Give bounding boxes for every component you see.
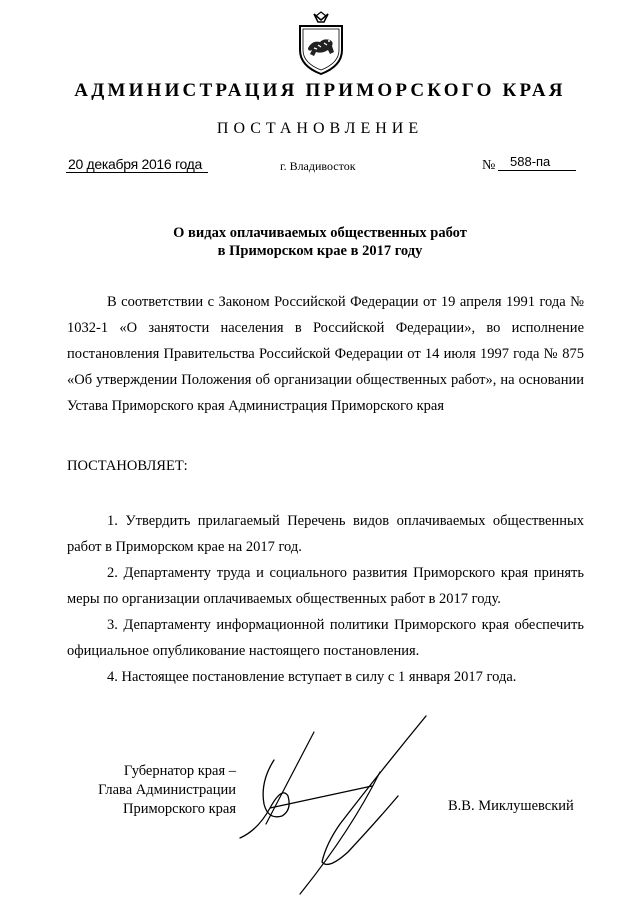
subject-line-2: в Приморском крае в 2017 году xyxy=(217,243,423,259)
decree-word: ПОСТАНОВЛЯЕТ: xyxy=(67,458,188,474)
document-number: 588-па xyxy=(498,154,576,171)
decree-item-4: 4. Настоящее постановление вступает в силу с 1 января 2017 года. xyxy=(107,669,517,685)
organization-title: АДМИНИСТРАЦИЯ ПРИМОРСКОГО КРАЯ xyxy=(74,80,566,101)
decree-item-1: 1. Утвердить прилагаемый Перечень видов оплачиваемых общественных работ в Приморском крае на 2017 год. xyxy=(67,513,584,555)
signatory-title-line-2: Глава Администрации xyxy=(98,782,236,798)
preamble-paragraph: В соответствии с Законом Российской Федерации от 19 апреля 1991 года № 1032-1 «О занятости населения в Российской Федерации», во исполнение постановления Правительства Российской Федерации от 14 июля 1997 года № 875 «Об утверждении Положения об организации общественных работ», на основании Устава Приморского края Администрация Приморского края xyxy=(67,294,584,414)
number-sign: № xyxy=(482,158,496,173)
signatory-title-line-1: Губернатор края – xyxy=(123,763,236,779)
subject-line-1: О видах оплачиваемых общественных работ xyxy=(173,225,467,241)
coat-of-arms-icon xyxy=(294,10,348,76)
document-city: г. Владивосток xyxy=(280,159,356,173)
handwritten-signature-icon xyxy=(230,712,460,897)
decree-item-3: 3. Департаменту информационной политики Приморского края обеспечить официальное опубликование настоящего постановления. xyxy=(67,617,584,659)
document-type: ПОСТАНОВЛЕНИЕ xyxy=(216,120,424,137)
document-date: 20 декабря 2016 года xyxy=(66,156,208,173)
signatory-title-line-3: Приморского края xyxy=(122,801,236,817)
document-subject xyxy=(0,224,640,260)
decree-items xyxy=(67,508,584,690)
decree-item-2: 2. Департаменту труда и социального развития Приморского края принять меры по организации оплачиваемых общественных работ в 2017 году. xyxy=(67,565,584,607)
signatory-title xyxy=(66,762,236,819)
signatory-name: В.В. Миклушевский xyxy=(448,798,574,814)
